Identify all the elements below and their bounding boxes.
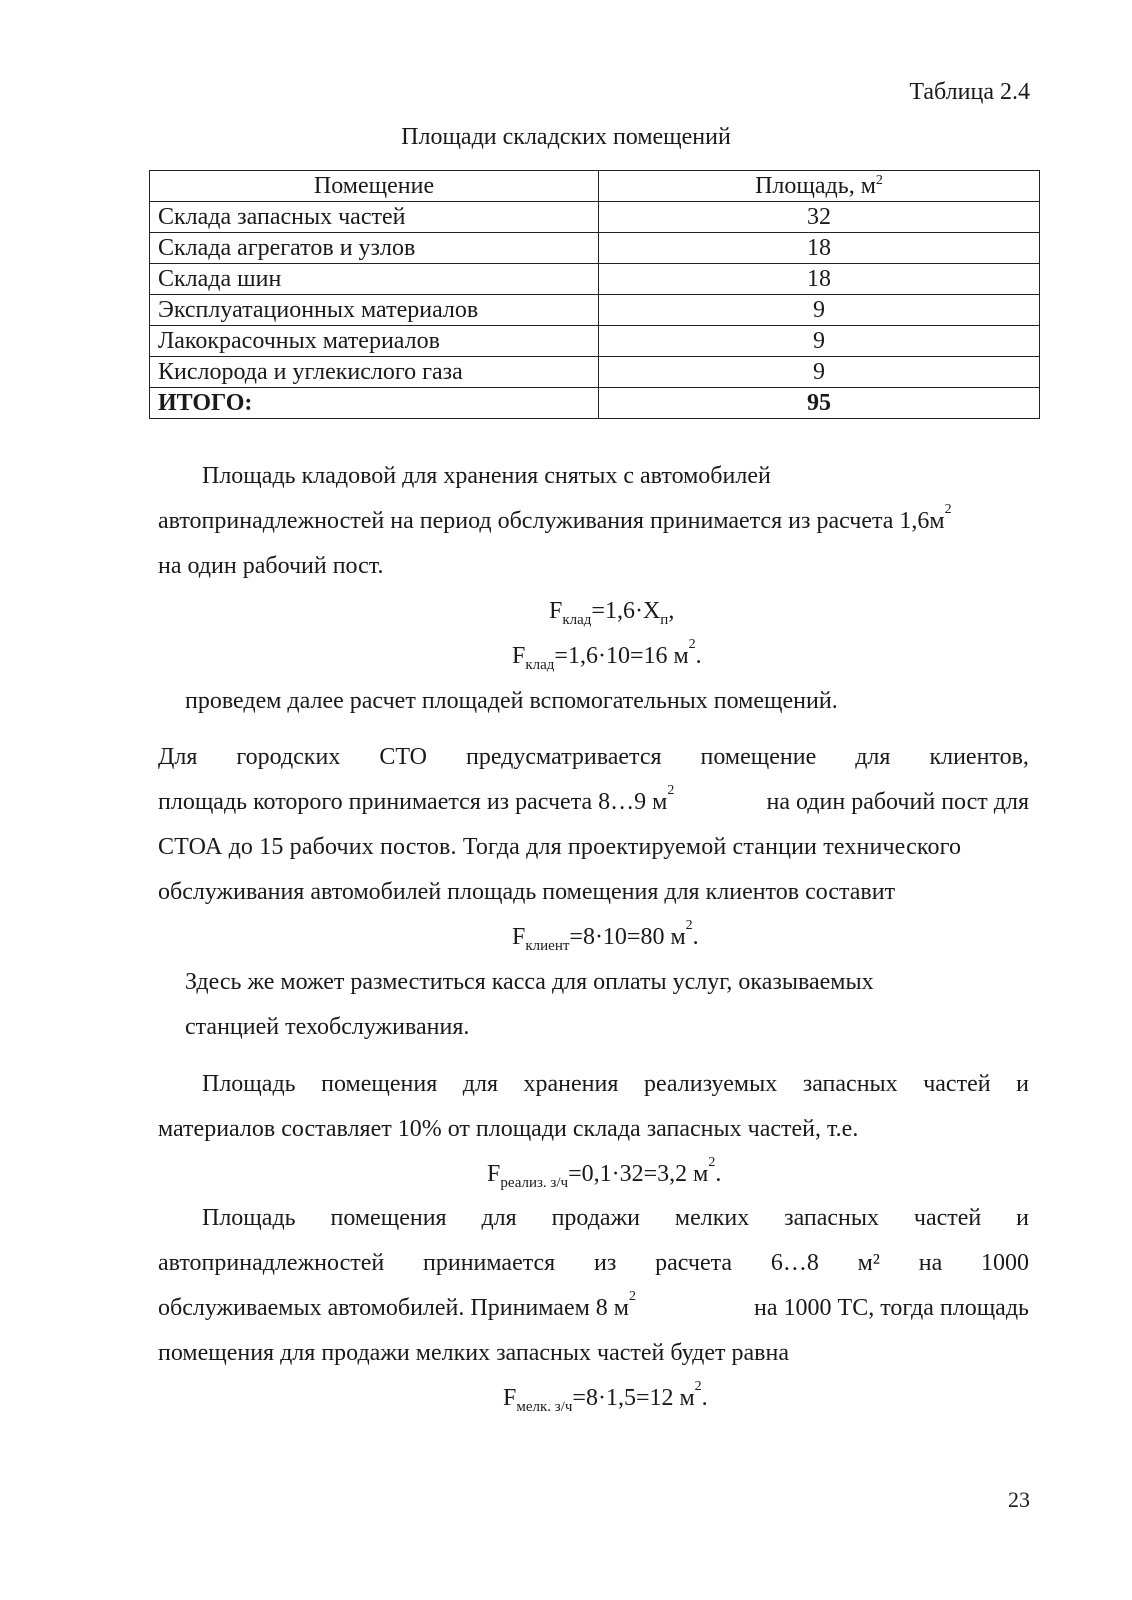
formula-subscript-2: п — [660, 612, 669, 628]
formula-subscript: реализ. з/ч — [500, 1175, 569, 1191]
word: Для — [158, 744, 198, 770]
para3-line1 — [158, 744, 1029, 771]
formula-expression: =1,6·X — [591, 598, 661, 624]
row-area: 9 — [599, 295, 1040, 326]
para5-line1 — [202, 1071, 1029, 1098]
word: частей — [913, 1205, 982, 1231]
word: для — [481, 1205, 517, 1231]
formula-end: . — [695, 643, 702, 669]
row-room: Лакокрасочных материалов — [150, 326, 599, 357]
table-title: Площади складских помещений — [401, 124, 731, 150]
row-area: 18 — [599, 264, 1040, 295]
word: 6…8 — [770, 1250, 819, 1276]
formula-superscript: 2 — [708, 1155, 716, 1170]
para3-line4: обслуживания автомобилей площадь помещения для клиентов составит — [158, 879, 896, 905]
para1-line3: на один рабочий пост. — [158, 553, 384, 579]
word: запасных — [802, 1071, 898, 1097]
row-room: Склада шин — [150, 264, 599, 295]
para3-line2-text: площадь которого принимается из расчета 8…9 м — [158, 789, 668, 815]
formula-end: . — [715, 1161, 722, 1187]
word: для — [462, 1071, 498, 1097]
formula-expression: =0,1·32=3,2 м — [568, 1161, 709, 1187]
word: м² — [857, 1250, 880, 1276]
formula-subscript: клад — [562, 612, 592, 628]
formula-end: . — [701, 1385, 708, 1411]
word: клиентов, — [929, 744, 1029, 770]
word: 1000 — [981, 1250, 1029, 1276]
formula-subscript: мелк. з/ч — [516, 1399, 573, 1415]
word: и — [1016, 1071, 1029, 1097]
word: из — [593, 1250, 617, 1276]
para6-line3 — [158, 1289, 1029, 1322]
formula-expression: =8·10=80 м — [569, 924, 686, 950]
formula-symbol: F — [503, 1385, 517, 1411]
row-area: 9 — [599, 326, 1040, 357]
table-row — [150, 202, 1040, 233]
para3-line3: СТОА до 15 рабочих постов. Тогда для проектируемой станции технического — [158, 834, 962, 860]
word: частей — [923, 1071, 991, 1097]
word: мелких — [674, 1205, 750, 1231]
para3-line2-b: на один рабочий пост для — [766, 789, 1029, 815]
word: помещение — [700, 744, 817, 770]
formula-expression: =8·1,5=12 м — [572, 1385, 695, 1411]
para6-line3-text: обслуживаемых автомобилей. Принимаем 8 м — [158, 1295, 629, 1321]
para1-line2-text: автопринадлежностей на период обслуживания принимается из расчета 1,6м — [158, 508, 945, 534]
row-area: 32 — [599, 202, 1040, 233]
header-area — [599, 171, 1040, 202]
formula-symbol: F — [512, 643, 526, 669]
formula-client — [512, 918, 699, 954]
para6-line3-b: на 1000 ТС, тогда площадь — [754, 1295, 1029, 1321]
table-header-row — [150, 171, 1040, 202]
word: запасных — [784, 1205, 880, 1231]
word: помещения — [330, 1205, 447, 1231]
formula-symbol: F — [512, 924, 526, 950]
total-label: ИТОГО: — [150, 388, 599, 419]
formula-superscript: 2 — [688, 637, 696, 652]
row-room: Склада запасных частей — [150, 202, 599, 233]
para2: проведем далее расчет площадей вспомогательных помещений. — [185, 688, 838, 714]
row-room: Склада агрегатов и узлов — [150, 233, 599, 264]
para6-line3-a — [158, 1289, 636, 1322]
header-area-sup: 2 — [875, 172, 883, 188]
word: расчета — [655, 1250, 733, 1276]
para6-line1 — [202, 1205, 1029, 1232]
formula-subscript: клиент — [525, 938, 570, 954]
formula-end: , — [668, 598, 675, 624]
row-room: Кислорода и углекислого газа — [150, 357, 599, 388]
para3-line2 — [158, 783, 1029, 816]
word: СТО — [379, 744, 427, 770]
formula-superscript: 2 — [685, 918, 693, 933]
word: помещения — [321, 1071, 438, 1097]
word: принимается — [423, 1250, 556, 1276]
formula-klad-2 — [512, 637, 702, 673]
para5-line2: материалов составляет 10% от площади склада запасных частей, т.е. — [158, 1116, 859, 1142]
word: Площадь — [202, 1205, 296, 1231]
word: на — [918, 1250, 943, 1276]
para3-line2-a — [158, 783, 675, 816]
formula-klad-1 — [549, 598, 675, 628]
para6-line2 — [158, 1250, 1029, 1277]
para4-line1: Здесь же может разместиться касса для оплаты услуг, оказываемых — [185, 969, 874, 995]
table-row — [150, 233, 1040, 264]
para4-line2: станцией техобслуживания. — [185, 1014, 470, 1040]
table-row — [150, 264, 1040, 295]
page-number: 23 — [1008, 1487, 1030, 1512]
para6-line4: помещения для продажи мелких запасных частей будет равна — [158, 1340, 789, 1366]
word: и — [1016, 1205, 1029, 1231]
header-area-text: Площадь, м — [755, 172, 876, 199]
total-value: 95 — [599, 388, 1040, 419]
word: автопринадлежностей — [158, 1250, 385, 1276]
word: городских — [236, 744, 341, 770]
row-area: 18 — [599, 233, 1040, 264]
table-row — [150, 295, 1040, 326]
para1-line2-sup: 2 — [944, 502, 952, 517]
word: хранения — [523, 1071, 619, 1097]
word: для — [855, 744, 891, 770]
word: реализуемых — [643, 1071, 778, 1097]
formula-symbol: F — [549, 598, 563, 624]
formula-realiz — [487, 1155, 722, 1191]
table-total-row — [150, 388, 1040, 419]
formula-end: . — [692, 924, 699, 950]
formula-melk — [503, 1379, 708, 1415]
row-area: 9 — [599, 357, 1040, 388]
table-row — [150, 357, 1040, 388]
word: Площадь — [202, 1071, 296, 1097]
formula-superscript: 2 — [694, 1379, 702, 1394]
para1-line2 — [158, 502, 952, 535]
para6-line3-sup: 2 — [628, 1289, 636, 1304]
para3-line2-sup: 2 — [667, 783, 675, 798]
formula-expression: =1,6·10=16 м — [554, 643, 689, 669]
word: предусматривается — [466, 744, 662, 770]
formula-subscript: клад — [525, 657, 555, 673]
para1-line1: Площадь кладовой для хранения снятых с автомобилей — [202, 463, 771, 489]
word: продажи — [551, 1205, 641, 1231]
formula-symbol: F — [487, 1161, 501, 1187]
storage-areas-table — [149, 170, 1040, 419]
table-label: Таблица 2.4 — [909, 79, 1030, 105]
table-row — [150, 326, 1040, 357]
row-room: Эксплуатационных материалов — [150, 295, 599, 326]
header-room: Помещение — [150, 171, 599, 202]
